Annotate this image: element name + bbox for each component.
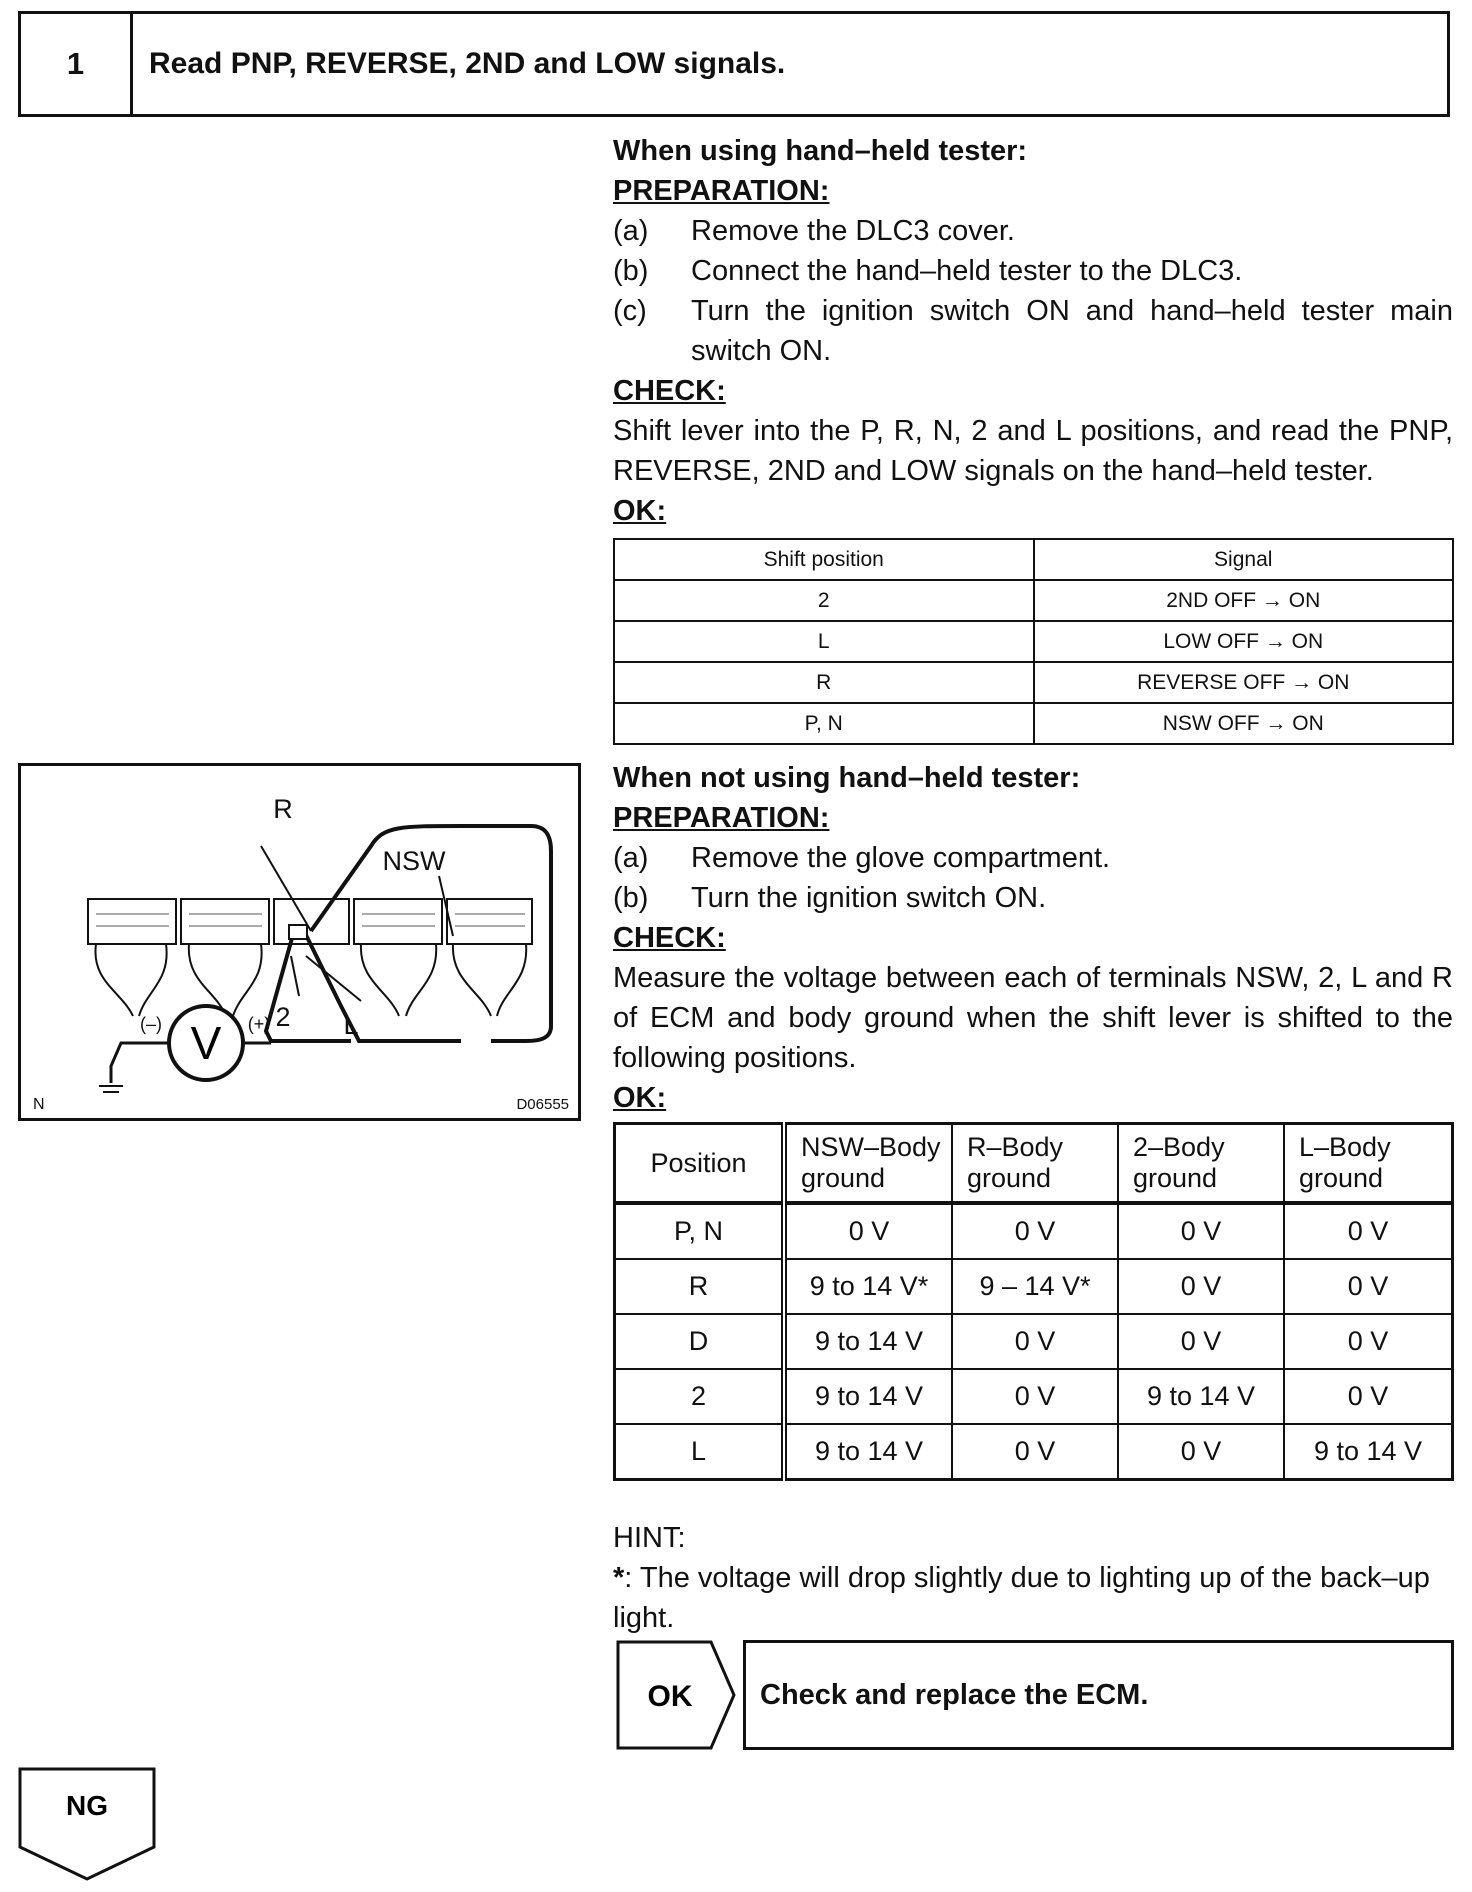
table-cell: 2: [615, 1369, 785, 1424]
step-text: Turn the ignition switch ON.: [691, 882, 1047, 914]
signal-table: [613, 538, 1454, 745]
table-cell: R: [614, 662, 1034, 703]
table-cell: 0 V: [1118, 1203, 1284, 1259]
diagram-svg: [21, 766, 578, 1118]
table-row: [615, 1369, 1453, 1424]
table-cell: L: [615, 1424, 785, 1480]
hint-star: *: [613, 1562, 625, 1594]
step-text: Remove the DLC3 cover.: [691, 215, 1015, 247]
tester-preparation-label: PREPARATION:: [613, 175, 830, 207]
table-cell: 2ND OFF → ON: [1034, 580, 1454, 621]
ok-result-tag: [616, 1640, 736, 1750]
header-nsw-body-ground: NSW–Body ground: [784, 1124, 952, 1204]
table-cell: 0 V: [1284, 1203, 1453, 1259]
connector: [274, 899, 349, 944]
table-cell: 0 V: [1118, 1424, 1284, 1480]
table-cell: D: [615, 1314, 785, 1369]
table-cell: 9 to 14 V: [784, 1369, 952, 1424]
no-tester-check-label: CHECK:: [613, 922, 726, 954]
step-label: (b): [613, 255, 649, 287]
table-cell: P, N: [614, 703, 1034, 744]
label-r: R: [273, 794, 293, 824]
tester-check-text: Shift lever into the P, R, N, 2 and L positions, and read the PNP, REVERSE, 2ND and LOW signals on the hand–held tester.: [613, 415, 1453, 487]
header-2-body-ground: 2–Body ground: [1118, 1124, 1284, 1204]
table-cell: REVERSE OFF → ON: [1034, 662, 1454, 703]
label-corner: N: [33, 1096, 45, 1113]
table-row: [615, 1424, 1453, 1480]
step-title: Read PNP, REVERSE, 2ND and LOW signals.: [149, 47, 786, 80]
table-cell: 9 to 14 V: [784, 1424, 952, 1480]
table-cell: 0 V: [952, 1424, 1118, 1480]
no-tester-step: [613, 878, 1453, 918]
label-l: L: [343, 1010, 359, 1040]
ok-label: OK: [647, 1680, 693, 1713]
table-cell: 0 V: [1284, 1369, 1453, 1424]
table-row: [615, 1314, 1453, 1369]
tester-check-label: CHECK:: [613, 375, 726, 407]
header-position: Position: [615, 1124, 785, 1204]
table-cell: 9 to 14 V*: [784, 1259, 952, 1314]
hint-label: HINT:: [613, 1522, 686, 1554]
table-cell: 0 V: [1284, 1259, 1453, 1314]
step-number: 1: [21, 14, 133, 114]
table-row: [614, 703, 1453, 744]
tester-step: [613, 211, 1453, 251]
ng-result-tag: [18, 1767, 156, 1881]
terminal-marker: [289, 925, 307, 939]
voltmeter-symbol: V: [190, 1017, 222, 1069]
connector: [88, 899, 176, 944]
table-cell: 0 V: [784, 1203, 952, 1259]
table-cell: 0 V: [1284, 1314, 1453, 1369]
hint-text: : The voltage will drop slightly due to lighting up of the back–up light.: [613, 1562, 1430, 1634]
label-minus: (–): [140, 1014, 162, 1034]
voltage-table: [613, 1122, 1454, 1481]
probe-wire-l: [304, 931, 461, 1041]
pointer-2: [291, 956, 299, 996]
table-cell: NSW OFF → ON: [1034, 703, 1454, 744]
table-cell: 2: [614, 580, 1034, 621]
tester-step: [613, 251, 1453, 291]
step-label: (a): [613, 215, 649, 247]
no-tester-heading: When not using hand–held tester:: [613, 762, 1081, 794]
ng-label: NG: [66, 1790, 108, 1821]
table-row: [615, 1203, 1453, 1259]
connector: [447, 899, 532, 944]
step-label: (b): [613, 882, 649, 914]
label-nsw: NSW: [382, 846, 446, 876]
table-cell: LOW OFF → ON: [1034, 621, 1454, 662]
tester-section: [613, 131, 1453, 531]
ok-action: Check and replace the ECM.: [743, 1640, 1454, 1750]
step-label: (a): [613, 842, 649, 874]
table-cell: 0 V: [952, 1203, 1118, 1259]
no-tester-section: [613, 758, 1453, 1118]
header-signal: Signal: [1034, 539, 1454, 580]
tester-heading: When using hand–held tester:: [613, 135, 1028, 167]
header-shift-position: Shift position: [614, 539, 1034, 580]
no-tester-step: [613, 838, 1453, 878]
table-header-row: [615, 1124, 1453, 1204]
label-2: 2: [275, 1002, 291, 1032]
ok-arrow-shape: [616, 1640, 736, 1750]
ground-lead: [111, 1043, 169, 1083]
table-cell: 0 V: [1118, 1259, 1284, 1314]
step-text: Turn the ignition switch ON and hand–held tester main switch ON.: [691, 295, 1453, 367]
table-header-row: [614, 539, 1453, 580]
no-tester-preparation-label: PREPARATION:: [613, 802, 830, 834]
table-row: [614, 621, 1453, 662]
table-cell: 9 to 14 V: [1118, 1369, 1284, 1424]
header-l-body-ground: L–Body ground: [1284, 1124, 1453, 1204]
header-r-body-ground: R–Body ground: [952, 1124, 1118, 1204]
no-tester-ok-label: OK:: [613, 1082, 667, 1114]
table-cell: 0 V: [952, 1369, 1118, 1424]
step-text: Remove the glove compartment.: [691, 842, 1111, 874]
table-row: [615, 1259, 1453, 1314]
table-cell: L: [614, 621, 1034, 662]
tester-step: [613, 291, 1453, 371]
no-tester-check-text: Measure the voltage between each of terminals NSW, 2, L and R of ECM and body ground when the shift lever is shifted to the following positions.: [613, 962, 1453, 1074]
table-cell: 9 to 14 V: [1284, 1424, 1453, 1480]
table-cell: 9 – 14 V*: [952, 1259, 1118, 1314]
ground-icon: [99, 1086, 123, 1092]
table-cell: R: [615, 1259, 785, 1314]
connector: [181, 899, 269, 944]
step-header: [18, 11, 1450, 117]
table-cell: 9 to 14 V: [784, 1314, 952, 1369]
step-text: Connect the hand–held tester to the DLC3.: [691, 255, 1243, 287]
table-cell: 0 V: [952, 1314, 1118, 1369]
figure-code: D06555: [516, 1096, 569, 1113]
table-row: [614, 580, 1453, 621]
label-plus: (+): [247, 1014, 271, 1034]
hint-text-line: [613, 1558, 1453, 1638]
table-cell: P, N: [615, 1203, 785, 1259]
tester-ok-label: OK:: [613, 495, 667, 527]
hint-section: [613, 1518, 1453, 1638]
ecm-wiring-diagram: [18, 763, 581, 1121]
table-cell: 0 V: [1118, 1314, 1284, 1369]
ng-arrow-shape: [18, 1767, 156, 1881]
table-row: [614, 662, 1453, 703]
connector: [354, 899, 442, 944]
step-label: (c): [613, 295, 647, 327]
